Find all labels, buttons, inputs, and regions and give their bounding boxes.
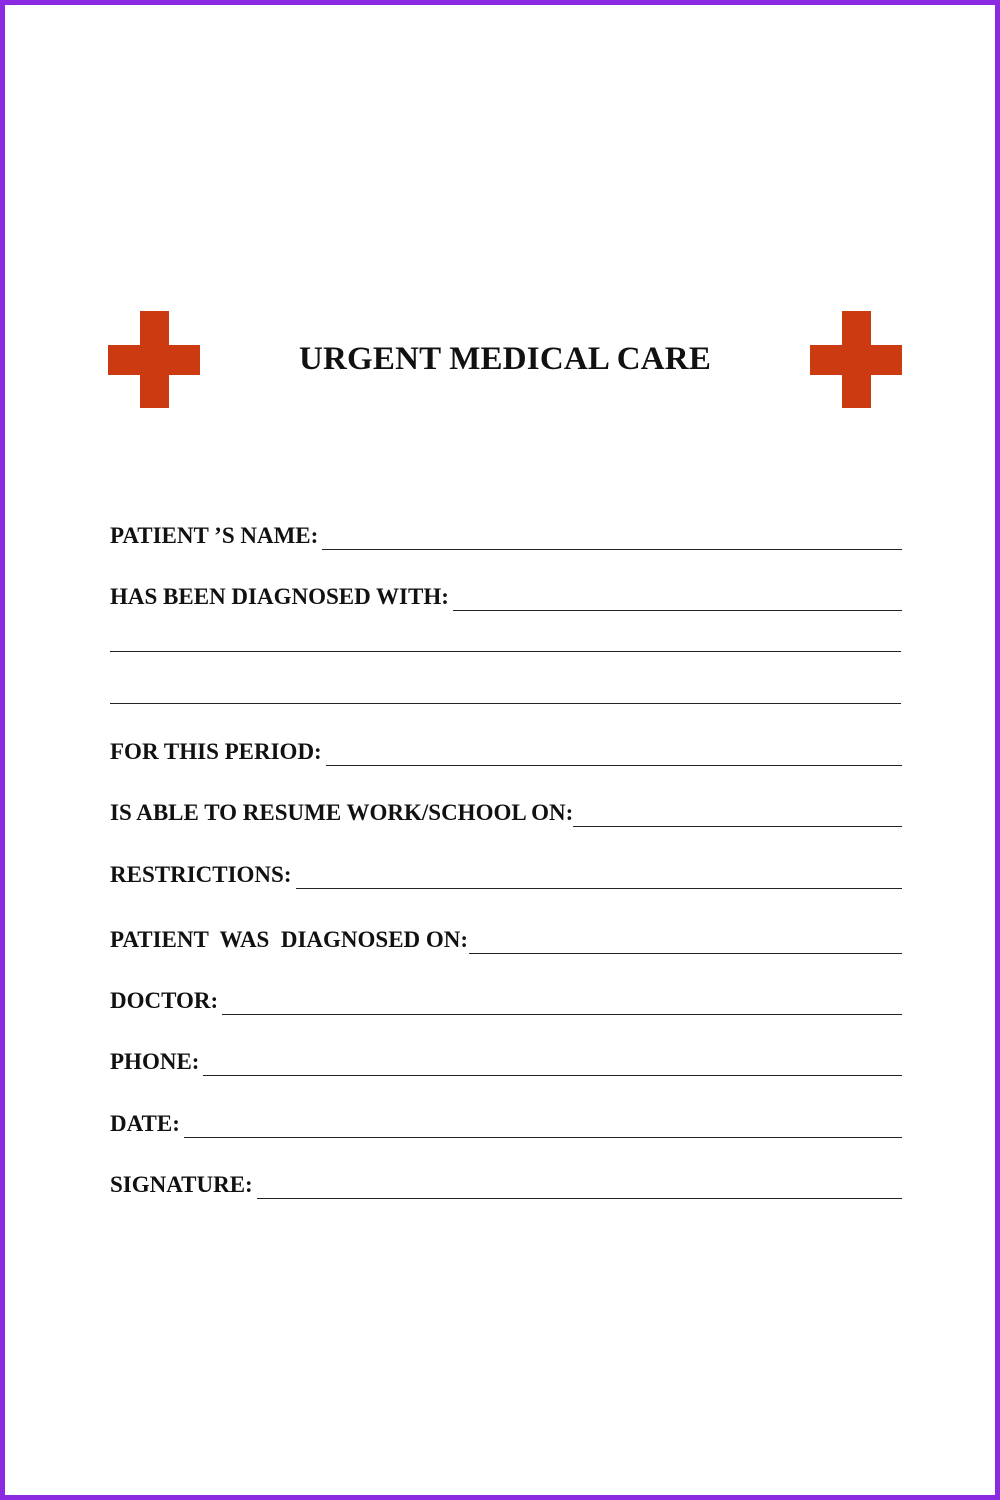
doctor-field[interactable] [110,975,902,1015]
resume-work-line[interactable] [573,825,902,827]
resume-work-field[interactable] [110,787,902,827]
field-label: PATIENT WAS DIAGNOSED ON: [110,927,469,952]
field-label: FOR THIS PERIOD: [110,739,322,764]
diagnosed-on-line[interactable] [469,952,902,954]
field-label: PATIENT ’S NAME: [110,523,319,548]
restrictions-line[interactable] [296,887,903,889]
signature-line[interactable] [257,1197,902,1199]
field-label: DOCTOR: [110,988,219,1013]
cross-horizontal-bar [810,345,902,375]
field-label: PHONE: [110,1049,200,1074]
date-field[interactable] [110,1098,902,1138]
diagnosis-field[interactable] [110,571,902,611]
phone-line[interactable] [203,1074,902,1076]
field-label: RESTRICTIONS: [110,862,292,887]
diagnosis-continuation-line[interactable] [110,651,901,652]
red-cross-icon [108,311,200,408]
patient-name-field[interactable] [110,510,902,550]
cross-horizontal-bar [108,345,200,375]
field-label: SIGNATURE: [110,1172,253,1197]
doctor-line[interactable] [222,1013,902,1015]
field-label: IS ABLE TO RESUME WORK/SCHOOL ON: [110,800,574,825]
diagnosed-on-field[interactable] [110,914,902,954]
field-label: HAS BEEN DIAGNOSED WITH: [110,584,449,609]
diagnosis-line[interactable] [453,609,902,611]
patient-name-line[interactable] [322,548,902,550]
red-cross-icon [810,311,902,408]
period-field[interactable] [110,726,902,766]
diagnosis-continuation-line[interactable] [110,703,901,704]
date-line[interactable] [184,1136,902,1138]
signature-field[interactable] [110,1159,902,1199]
phone-field[interactable] [110,1036,902,1076]
period-line[interactable] [326,764,902,766]
restrictions-field[interactable] [110,849,902,889]
field-label: DATE: [110,1111,180,1136]
form-title: URGENT MEDICAL CARE [298,341,712,377]
